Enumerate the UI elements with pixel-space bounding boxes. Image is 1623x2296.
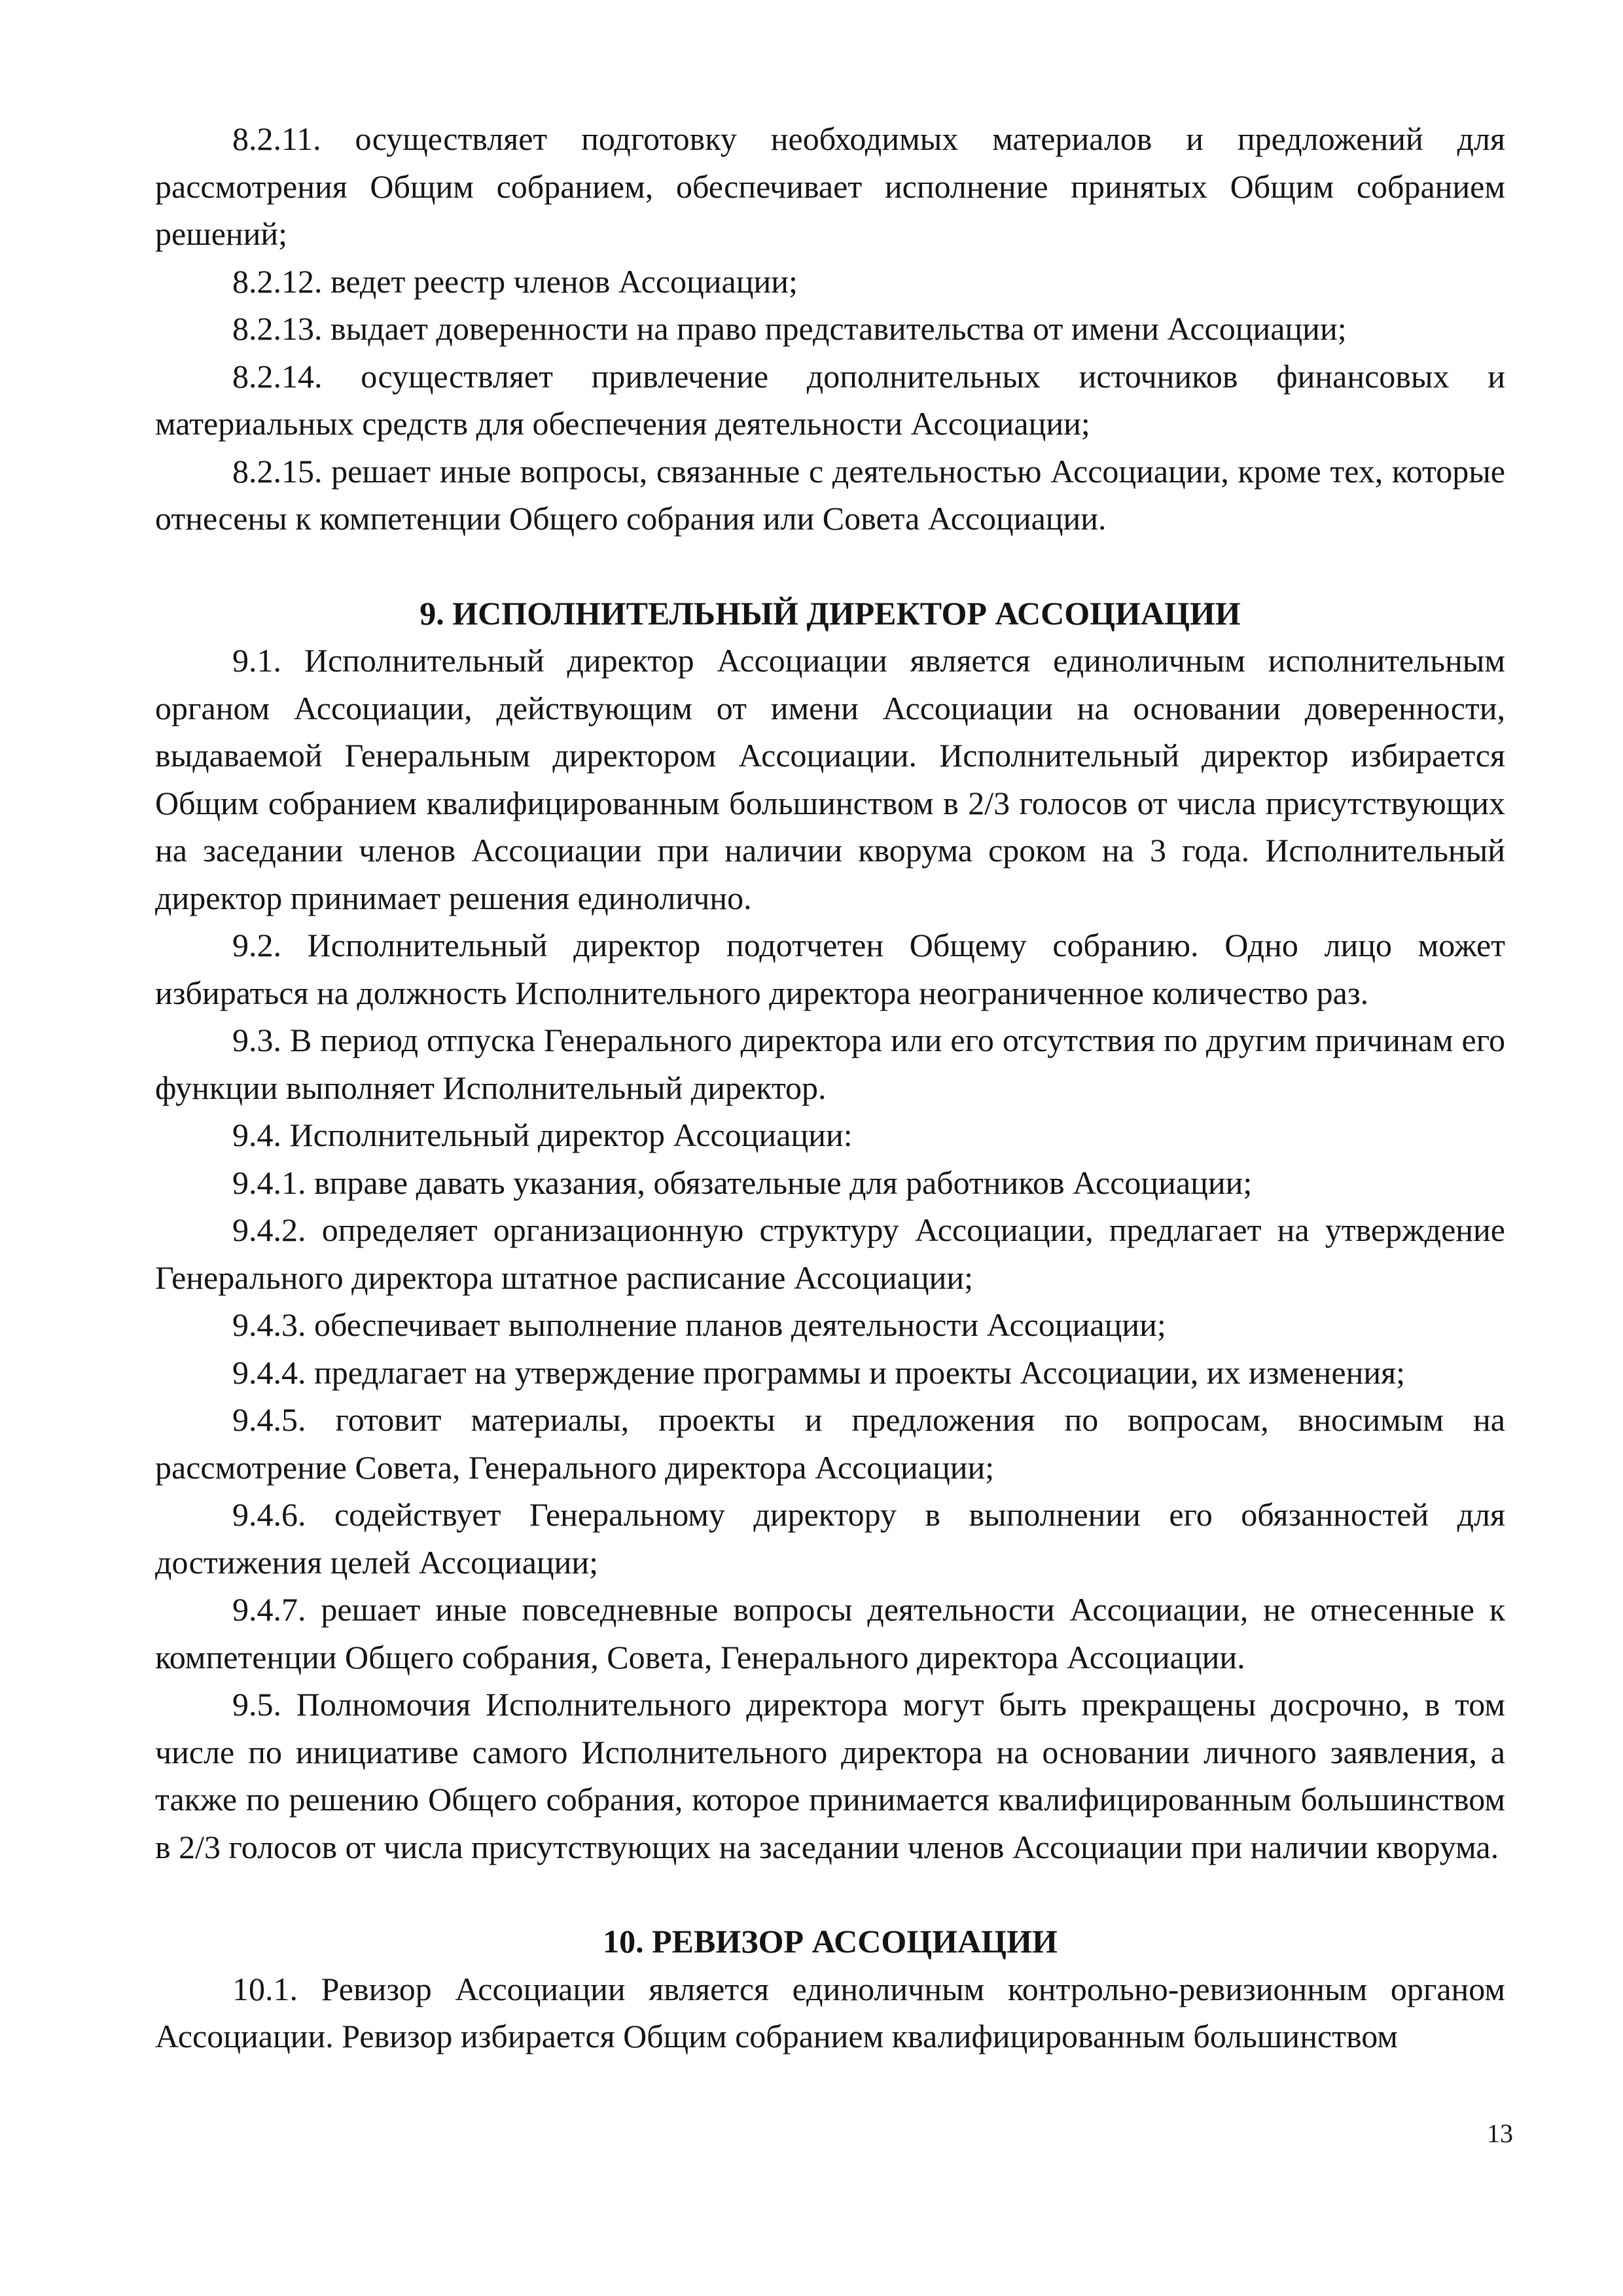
clause-8-2-15: 8.2.15. решает иные вопросы, связанные с деятельностью Ассоциации, кроме тех, которые отнесены к компетенции Общего собрания или Совета Ассоциации. [155,452,1505,537]
clause-9-3: 9.3. В период отпуска Генерального директора или его отсутствия по другим причинам его функции выполняет Исполнительный директор. [155,1022,1505,1106]
page-number: 13 [1487,2119,1513,2148]
section-10-title: 10. РЕВИЗОР АССОЦИАЦИИ [603,1923,1058,1960]
clause-8-2-11: 8.2.11. осуществляет подготовку необходимых материалов и предложений для рассмотрения Общим собранием, обеспечивает исполнение принятых Общим собранием решений; [155,120,1505,252]
clause-10-1: 10.1. Ревизор Ассоциации является единоличным контрольно-ревизионным органом Ассоциации. Ревизор избирается Общим собранием квалифицированным большинством [155,1970,1505,2054]
clause-9-5: 9.5. Полномочия Исполнительного директора могут быть прекращены досрочно, в том числе по инициативе самого Исполнительного директора на основании личного заявления, а также по решению Общего собрания, которое принимается квалифицированным большинством в 2/3 голосов от числа присутствующих на заседании членов Ассоциации при наличии кворума. [155,1686,1505,1865]
clause-9-4-3: 9.4.3. обеспечивает выполнение планов деятельности Ассоциации; [232,1306,1166,1343]
clause-9-1: 9.1. Исполнительный директор Ассоциации является единоличным исполнительным органом Ассоциации, действующим от имени Ассоциации на основании доверенности, выдаваемой Генеральным директором Ассоциации. Исполнительный директор избирается Общим собранием квалифицированным большинством в 2/3 голосов от числа присутствующих на заседании членов Ассоциации при наличии кворума сроком на 3 года. Исполнительный директор принимает решения единолично. [155,642,1505,916]
clause-9-4: 9.4. Исполнительный директор Ассоциации: [232,1117,853,1153]
clause-9-4-7: 9.4.7. решает иные повседневные вопросы деятельности Ассоциации, не отнесенные к компетенции Общего собрания, Совета, Генерального директора Ассоциации. [155,1591,1505,1676]
clause-9-4-5: 9.4.5. готовит материалы, проекты и предложения по вопросам, вносимым на рассмотрение Совета, Генерального директора Ассоциации; [155,1401,1505,1486]
clause-9-2: 9.2. Исполнительный директор подотчетен Общему собранию. Одно лицо может избираться на должность Исполнительного директора неограниченное количество раз. [155,927,1505,1011]
clause-8-2-12: 8.2.12. ведет реестр членов Ассоциации; [232,262,798,300]
clause-9-4-4: 9.4.4. предлагает на утверждение программы и проекты Ассоциации, их изменения; [232,1354,1406,1391]
page-body [155,115,1505,2060]
clause-9-4-2: 9.4.2. определяет организационную структуру Ассоциации, предлагает на утверждение Генерального директора штатное расписание Ассоциации; [155,1211,1505,1296]
section-9-title: 9. ИСПОЛНИТЕЛЬНЫЙ ДИРЕКТОР АССОЦИАЦИИ [419,594,1241,632]
clause-8-2-14: 8.2.14. осуществляет привлечение дополнительных источников финансовых и материальных средств для обеспечения деятельности Ассоциации; [155,357,1505,442]
clause-9-4-1: 9.4.1. вправе давать указания, обязательные для работников Ассоциации; [232,1164,1253,1201]
clause-8-2-13: 8.2.13. выдает доверенности на право представительства от имени Ассоциации; [232,310,1347,347]
clause-9-4-6: 9.4.6. содействует Генеральному директору в выполнении его обязанностей для достижения целей Ассоциации; [155,1496,1505,1581]
